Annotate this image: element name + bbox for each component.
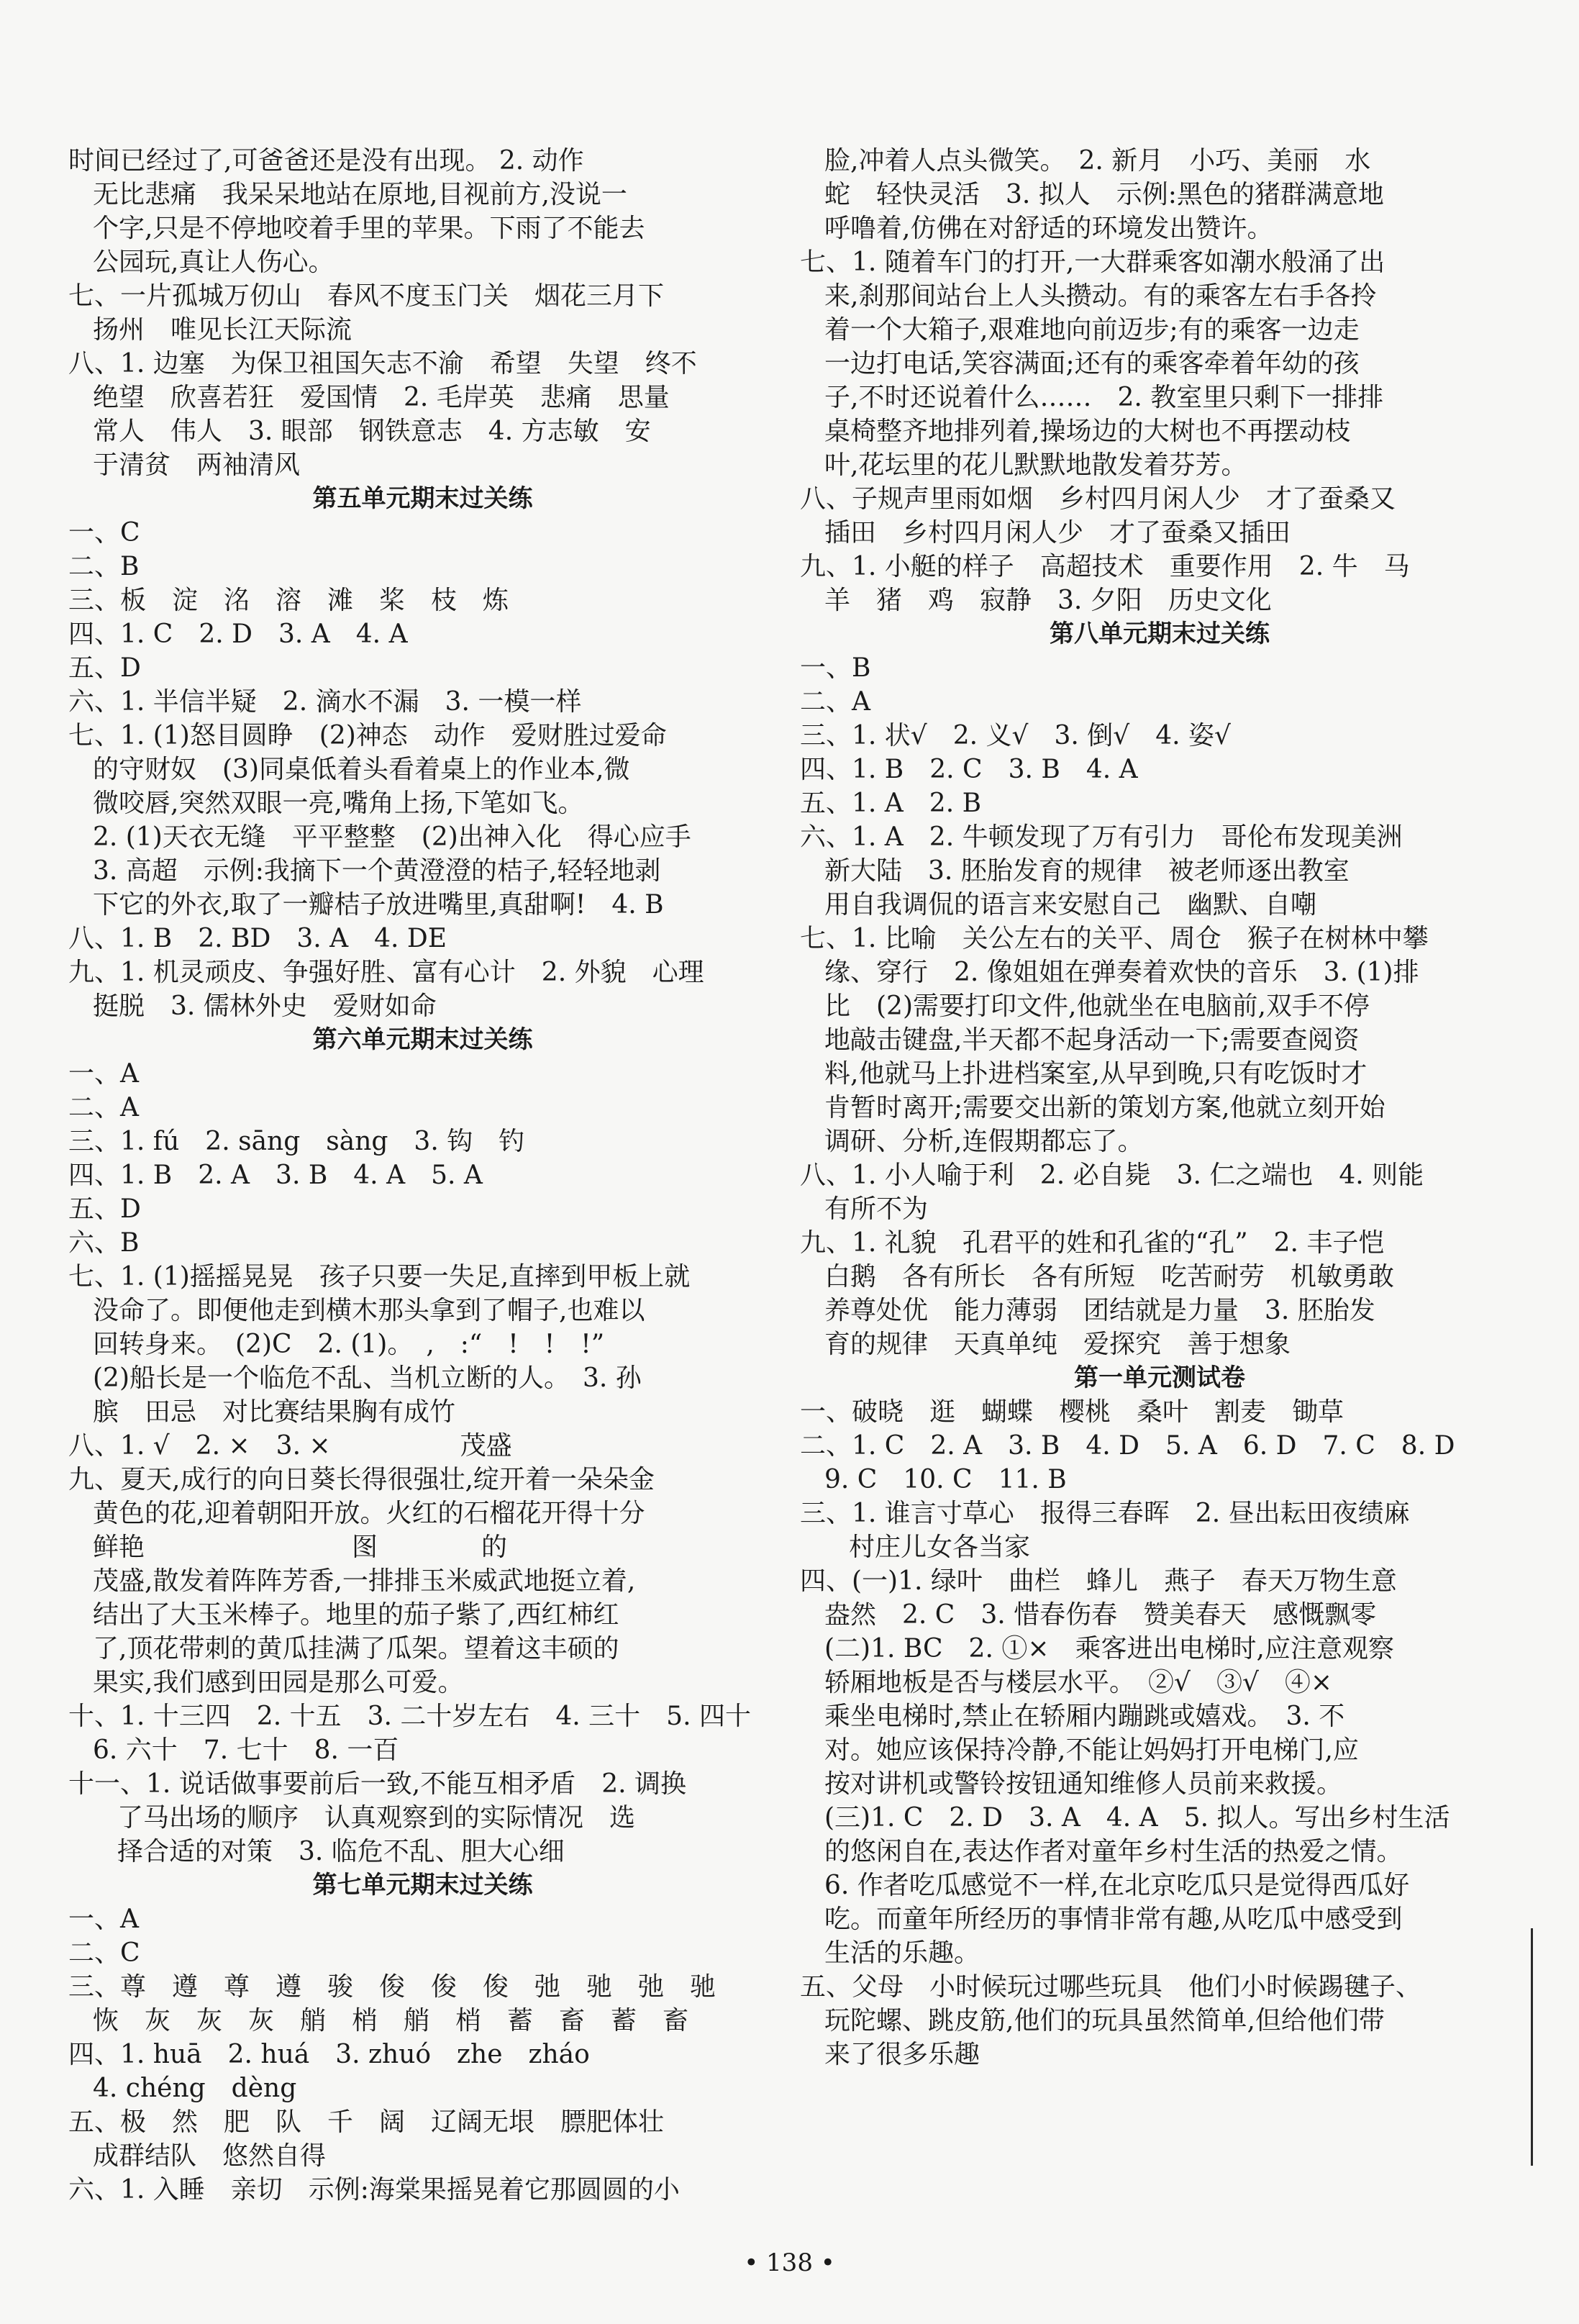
answer-line: 一边打电话,笑容满面;还有的乘客牵着年幼的孩 — [824, 349, 1360, 378]
answer-line: 育的规律 天真单纯 爱探究 善于想象 — [824, 1330, 1291, 1359]
answer-line: 常人 伟人 3. 眼部 钢铁意志 4. 方志敏 安 — [93, 417, 651, 446]
answer-line: 四、1. B 2. A 3. B 4. A 5. A — [68, 1161, 483, 1190]
answer-line: 玩陀螺、跳皮筋,他们的玩具虽然简单,但给他们带 — [824, 2006, 1385, 2035]
answer-line: 一、A — [68, 1059, 139, 1089]
answer-line: 八、1. 边塞 为保卫祖国矢志不渝 希望 失望 终不 — [68, 349, 697, 378]
answer-line: 十、1. 十三四 2. 十五 3. 二十岁左右 4. 三十 5. 四十 — [68, 1702, 751, 1731]
answer-line: 比 (2)需要打印文件,他就坐在电脑前,双手不停 — [824, 991, 1370, 1021]
answer-line: 八、1. 小人喻于利 2. 必自毙 3. 仁之端也 4. 则能 — [800, 1161, 1424, 1190]
answer-line: 了马出场的顺序 认真观察到的实际情况 选 — [117, 1803, 636, 1833]
answer-line: (2)船长是一个临危不乱、当机立断的人。 3. 孙 — [93, 1363, 642, 1393]
answer-line: 4. chéng dèng — [93, 2074, 297, 2103]
answer-line: 挺脱 3. 儒林外史 爱财如命 — [93, 991, 437, 1021]
answer-line: 果实,我们感到田园是那么可爱。 — [93, 1668, 464, 1697]
answer-line: 调研、分析,连假期都忘了。 — [824, 1127, 1144, 1156]
answer-line: 黄色的花,迎着朝阳开放。火红的石榴花开得十分 — [93, 1499, 645, 1528]
answer-line: 六、1. 半信半疑 2. 滴水不漏 3. 一模一样 — [68, 687, 582, 717]
answer-line: 二、B — [68, 552, 140, 581]
answer-line: 着一个大箱子,艰难地向前迈步;有的乘客一边走 — [824, 315, 1360, 345]
answer-line: 2. (1)天衣无缝 平平整整 (2)出神入化 得心应手 — [93, 822, 691, 852]
answer-line: 六、B — [68, 1228, 140, 1258]
answer-line: 九、1. 礼貌 孔君平的姓和孔雀的“孔” 2. 丰子恺 — [800, 1228, 1385, 1258]
section-heading: 第六单元期末过关练 — [312, 1025, 533, 1054]
answer-line: 蛇 轻快灵活 3. 拟人 示例:黑色的猪群满意地 — [824, 180, 1384, 209]
answer-line: 四、1. huā 2. huá 3. zhuó zhe zháo — [68, 2040, 590, 2069]
answer-line: 新大陆 3. 胚胎发育的规律 被老师逐出教室 — [824, 856, 1350, 886]
scan-edge-line — [1531, 1928, 1533, 2166]
answer-line: 来了很多乐趣 — [824, 2040, 980, 2069]
answer-line: 于清贫 两袖清风 — [93, 450, 301, 480]
answer-line: 个字,只是不停地咬着手里的苹果。下雨了不能去 — [93, 214, 645, 243]
answer-line: 鲜艳 图 的 — [93, 1533, 508, 1562]
answer-line: 料,他就马上扑进档案室,从早到晚,只有吃饭时才 — [824, 1059, 1368, 1089]
answer-line: 乘坐电梯时,禁止在轿厢内蹦跳或嬉戏。 3. 不 — [824, 1702, 1345, 1731]
answer-line: 6. 六十 7. 七十 8. 一百 — [93, 1735, 399, 1765]
answer-line: 五、D — [68, 653, 141, 683]
left-column — [68, 144, 777, 2207]
answer-line: 来,刹那间站台上人头攒动。有的乘客左右手各拎 — [824, 281, 1377, 311]
answer-line: 盎然 2. C 3. 惜春伤春 赞美春天 感慨飘零 — [824, 1600, 1377, 1630]
answer-line: 七、1. (1)摇摇晃晃 孩子只要一失足,直摔到甲板上就 — [68, 1262, 691, 1292]
answer-line: 绝望 欣喜若狂 爱国情 2. 毛岸英 悲痛 思量 — [93, 383, 670, 412]
answer-line: 呼噜着,仿佛在对舒适的环境发出赞许。 — [824, 214, 1273, 243]
answer-line: 扬州 唯见长江天际流 — [93, 315, 352, 345]
answer-line: 七、1. 随着车门的打开,一大群乘客如潮水般涌了出 — [800, 248, 1385, 277]
answer-line: 七、1. (1)怒目圆睁 (2)神态 动作 爱财胜过爱命 — [68, 721, 667, 750]
answer-line: 没命了。即便他走到横木那头拿到了帽子,也难以 — [93, 1296, 645, 1325]
answer-line: 脸,冲着人点头微笑。 2. 新月 小巧、美丽 水 — [824, 146, 1371, 176]
answer-line: 三、1. 状√ 2. 义√ 3. 倒√ 4. 姿√ — [800, 721, 1231, 750]
answer-line: 四、(一)1. 绿叶 曲栏 蜂儿 燕子 春天万物生意 — [800, 1566, 1397, 1596]
answer-line: 轿厢地板是否与楼层水平。 ②√ ③√ ④× — [824, 1668, 1333, 1697]
answer-line: 生活的乐趣。 — [824, 1938, 980, 1968]
answer-line: 五、1. A 2. B — [800, 789, 982, 818]
answer-line: 村庄儿女各当家 — [849, 1533, 1031, 1562]
answer-line: 恢 灰 灰 灰 艄 梢 艄 梢 蓄 畜 蓄 畜 — [93, 2006, 689, 2035]
answer-line: 三、尊 遵 尊 遵 骏 俊 俊 俊 弛 驰 弛 驰 — [68, 1972, 716, 2002]
answer-line: 有所不为 — [824, 1194, 929, 1224]
answer-line: (二)1. BC 2. ①× 乘客进出电梯时,应注意观察 — [824, 1634, 1394, 1663]
section-heading: 第五单元期末过关练 — [312, 484, 533, 513]
answer-line: 养尊处优 能力薄弱 团结就是力量 3. 胚胎发 — [824, 1296, 1375, 1325]
right-column — [800, 144, 1519, 2071]
answer-line: 时间已经过了,可爸爸还是没有出现。 2. 动作 — [68, 146, 584, 176]
answer-line: 九、1. 机灵顽皮、争强好胜、富有心计 2. 外貌 心理 — [68, 958, 704, 987]
section-heading: 第八单元期末过关练 — [1050, 619, 1270, 648]
answer-line: 二、C — [68, 1938, 140, 1968]
answer-line: 二、A — [68, 1093, 139, 1122]
answer-line: 地敲击键盘,半天都不起身活动一下;需要查阅资 — [824, 1025, 1360, 1055]
answer-line: 六、1. A 2. 牛顿发现了万有引力 哥伦布发现美洲 — [800, 822, 1403, 852]
answer-line: 插田 乡村四月闲人少 才了蚕桑又插田 — [824, 518, 1291, 548]
answer-line: 白鹅 各有所长 各有所短 吃苦耐劳 机敏勇敢 — [824, 1262, 1395, 1292]
answer-line: 十一、1. 说话做事要前后一致,不能互相矛盾 2. 调换 — [68, 1769, 687, 1799]
page-number: • 138 • — [744, 2248, 835, 2277]
answer-line: 肯暂时离开;需要交出新的策划方案,他就立刻开始 — [824, 1093, 1385, 1122]
answer-line: 八、1. B 2. BD 3. A 4. DE — [68, 924, 447, 953]
answer-line: 四、1. C 2. D 3. A 4. A — [68, 619, 408, 649]
answer-line: (三)1. C 2. D 3. A 4. A 5. 拟人。写出乡村生活 — [824, 1803, 1450, 1833]
answer-line: 按对讲机或警铃按钮通知维修人员前来救援。 — [824, 1769, 1343, 1799]
answer-line: 的守财奴 (3)同桌低着头看着桌上的作业本,微 — [93, 755, 630, 784]
answer-line: 了,顶花带刺的黄瓜挂满了瓜架。望着这丰硕的 — [93, 1634, 619, 1663]
answer-line: 9. C 10. C 11. B — [824, 1465, 1067, 1494]
answer-line: 一、A — [68, 1905, 139, 1934]
answer-line: 成群结队 悠然自得 — [93, 2141, 327, 2171]
answer-line: 七、一片孤城万仞山 春风不度玉门关 烟花三月下 — [68, 281, 665, 311]
answer-line: 一、C — [68, 518, 140, 548]
answer-line: 的悠闲自在,表达作者对童年乡村生活的热爱之情。 — [824, 1837, 1403, 1866]
answer-line: 桌椅整齐地排列着,操场边的大树也不再摆动枝 — [824, 417, 1351, 446]
answer-line: 八、子规声里雨如烟 乡村四月闲人少 才了蚕桑又 — [800, 484, 1396, 514]
answer-line: 六、1. 入睡 亲切 示例:海棠果摇晃着它那圆圆的小 — [68, 2175, 680, 2205]
answer-line: 对。她应该保持冷静,不能让妈妈打开电梯门,应 — [824, 1735, 1359, 1765]
answer-line: 微咬唇,突然双眼一亮,嘴角上扬,下笔如飞。 — [93, 789, 584, 818]
answer-line: 一、B — [800, 653, 871, 683]
answer-line: 九、夏天,成行的向日葵长得很强壮,绽开着一朵朵金 — [68, 1465, 655, 1494]
answer-line: 公园玩,真让人伤心。 — [93, 248, 335, 277]
answer-line: 3. 高超 示例:我摘下一个黄澄澄的桔子,轻轻地剥 — [93, 856, 661, 886]
section-heading: 第一单元测试卷 — [1074, 1363, 1245, 1392]
answer-line: 八、1. √ 2. × 3. × 茂盛 — [68, 1431, 512, 1461]
answer-line: 茂盛,散发着阵阵芳香,一排排玉米威武地挺立着, — [93, 1566, 636, 1596]
answer-line: 无比悲痛 我呆呆地站在原地,目视前方,没说一 — [93, 180, 627, 209]
answer-line: 二、A — [800, 687, 870, 717]
answer-line: 三、1. 谁言寸草心 报得三春晖 2. 昼出耘田夜绩麻 — [800, 1499, 1410, 1528]
section-heading: 第七单元期末过关练 — [312, 1871, 533, 1899]
answer-line: 回转身来。 (2)C 2. (1)。 , :“ ! ! !” — [93, 1330, 605, 1359]
answer-line: 羊 猪 鸡 寂静 3. 夕阳 历史文化 — [824, 586, 1272, 615]
answer-line: 五、父母 小时候玩过哪些玩具 他们小时候踢毽子、 — [800, 1972, 1422, 2002]
answer-line: 择合适的对策 3. 临危不乱、胆大心细 — [117, 1837, 565, 1866]
answer-line: 下它的外衣,取了一瓣桔子放进嘴里,真甜啊! 4. B — [93, 890, 664, 920]
answer-line: 七、1. 比喻 关公左右的关平、周仓 猴子在树林中攀 — [800, 924, 1429, 953]
answer-line: 三、1. fú 2. sāng sàng 3. 钩 钓 — [68, 1127, 525, 1156]
answer-line: 四、1. B 2. C 3. B 4. A — [800, 755, 1138, 784]
answer-line: 三、板 淀 洺 溶 滩 桨 枝 炼 — [68, 586, 509, 615]
answer-line: 叶,花坛里的花儿默默地散发着芬芳。 — [824, 450, 1247, 480]
answer-line: 一、破晓 逛 蝴蝶 樱桃 桑叶 割麦 锄草 — [800, 1397, 1344, 1427]
answer-line: 缘、穿行 2. 像姐姐在弹奏着欢快的音乐 3. (1)排 — [824, 958, 1419, 987]
answer-line: 五、D — [68, 1194, 141, 1224]
answer-line: 子,不时还说着什么…… 2. 教室里只剩下一排排 — [824, 383, 1384, 412]
answer-line: 6. 作者吃瓜感觉不一样,在北京吃瓜只是觉得西瓜好 — [824, 1871, 1410, 1900]
answer-line: 用自我调侃的语言来安慰自己 幽默、自嘲 — [824, 890, 1317, 920]
answer-line: 二、1. C 2. A 3. B 4. D 5. A 6. D 7. C 8. D — [800, 1431, 1455, 1461]
answer-line: 结出了大玉米棒子。地里的茄子紫了,西红柿红 — [93, 1600, 619, 1630]
answer-line: 吃。而童年所经历的事情非常有趣,从吃瓜中感受到 — [824, 1905, 1403, 1934]
answer-line: 九、1. 小艇的样子 高超技术 重要作用 2. 牛 马 — [800, 552, 1410, 581]
answer-line: 膑 田忌 对比赛结果胸有成竹 — [93, 1397, 456, 1427]
answer-line: 五、极 然 肥 队 千 阔 辽阔无垠 膘肥体壮 — [68, 2107, 665, 2137]
